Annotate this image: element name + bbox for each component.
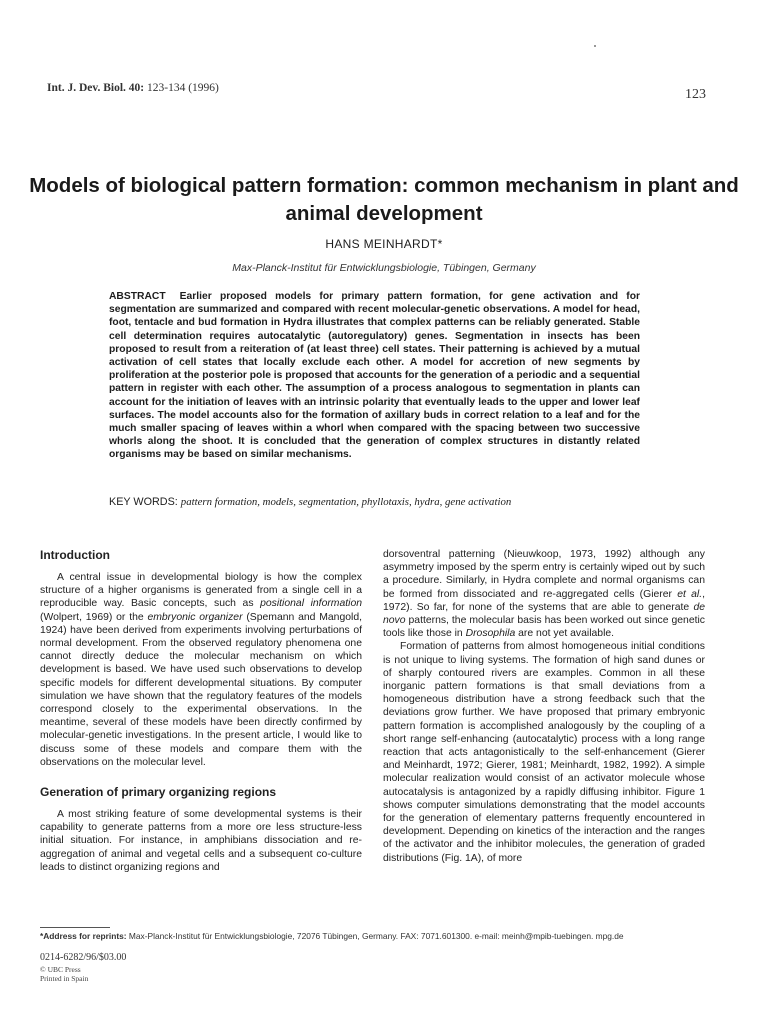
pattern-formation-paragraph: Formation of patterns from almost homogeneous initial conditions is not unique to living systems. The formation of high sand dunes or of sharply contoured rivers are examples. Common in all these inorganic pattern formations is that small deviations from a homogeneous distribution have a strong feedback such that the deviations grow further. We have proposed that primary embryonic pattern formation is accomplished analogously by the coupling of a short range self-enhancing (autocatalytic) process with a long range reaction that acts antagonistically to the self-enhancement (Gierer and Meinhardt, 1972; Gierer, 1981; Meinhardt, 1982, 1992). A simple molecular realization would consist of an activator molecule whose autocatalysis is antagonized by a rapidly diffusing inhibitor. Figure 1 shows computer simulations demonstrating that the model accounts for the generation of elementary patterns frequently encountered in development. Depending on kinetics of the interaction and the ranges of the activator and the inhibitor molecules, the generation of graded distributions (Fig. 1A), of more <box>383 641 705 864</box>
paper-title: Models of biological pattern formation: common mechanism in plant and animal development <box>29 174 739 225</box>
abstract-text: Earlier proposed models for primary pattern formation, for gene activation and for segmentation are summarized and compared with recent molecular-genetic observations. A model for head, foot, tentacle and bud formation in Hydra illustrates that complex patterns can be reliably generated. Stable cell determination requires autocatalytic (autoregulatory) genes. Segmentation in insects has been proposed to result from a reiteration of (at least three) cell states. Their patterning is achieved by a mutual activation of cell states that locally exclude each other. A model for accretion of new segments by proliferation at the posterior pole is proposed that accounts for the generation of a periodic and a sequential pattern in register with each other. The assumption of a process analogous to segmentation in plants can account for the initiation of leaves with an intrinsic polarity that eventually leads to the upper and lower leaf surfaces. The model accounts also for the formation of axillary buds in correct relation to a leaf and for the much smaller spacing of leaves within a whorl when compared with the spacing between two successive whorls along the shoot. It is concluded that the generation of complex structures in distantly related organisms may be based on similar mechanisms. <box>109 291 640 461</box>
continued-paragraph: dorsoventral patterning (Nieuwkoop, 1973, 1992) although any asymmetry imposed by the sperm entry is certainly wiped out by such a procedure. Similarly, in Hydra complete and normal organisms can be formed from dissociated and re-aggregated cells (Gierer et al., 1972). So far, for none of the systems that are able to generate de novo patterns, the molecular basis has been worked out since genetic tools like those in Drosophila are not yet available. <box>383 549 705 640</box>
section-heading-organizing-regions: Generation of primary organizing regions <box>40 785 277 800</box>
organizing-regions-paragraph: A most striking feature of some developmental systems is their capability to generate patterns from a more ore less structure-less initial situation. For instance, in amphibians dissociation and re-aggregation of animal and vegetal cells and a subsequent co-culture leads to distinct organizing regions and <box>40 809 362 873</box>
footnote-text: Max-Planck-Institut für Entwicklungsbiologie, 72076 Tübingen, Germany. FAX: 7071.601300. e-mail: meinh@mpib-tuebingen. mpg.de <box>128 931 624 941</box>
keywords <box>109 496 669 508</box>
publisher-name: © UBC Press <box>40 965 81 974</box>
author-name: HANS MEINHARDT* <box>325 237 443 251</box>
author-affiliation: Max-Planck-Institut für Entwicklungsbiologie, Tübingen, Germany <box>232 262 536 274</box>
left-column <box>40 548 362 874</box>
printed-location: Printed in Spain <box>40 974 89 983</box>
abstract <box>109 290 640 462</box>
journal-volume: 40: <box>128 82 145 94</box>
article-code: 0214-6282/96/$03.00 <box>40 952 127 963</box>
keywords-list: pattern formation, models, segmentation, phyllotaxis, hydra, gene activation <box>180 496 512 508</box>
journal-reference <box>47 82 219 94</box>
footnote-label: *Address for reprints: <box>40 931 127 941</box>
journal-pages-year: 123-134 (1996) <box>147 82 219 94</box>
page-number: 123 <box>685 87 706 102</box>
right-column <box>383 548 705 865</box>
section-heading-introduction: Introduction <box>40 548 110 562</box>
publisher-info <box>40 965 88 983</box>
journal-name: Int. J. Dev. Biol. <box>47 82 126 94</box>
keywords-label: KEY WORDS: <box>109 496 178 508</box>
scan-speck <box>594 45 596 47</box>
reprint-footnote <box>40 931 720 941</box>
abstract-label: ABSTRACT <box>109 291 166 302</box>
footnote-divider <box>40 927 110 928</box>
introduction-paragraph: A central issue in developmental biology is how the complex structure of a higher organisms is generated from a single cell in a reproducible way. Basic concepts, such as positional information (Wolpert, 1969) or the embryonic organizer (Spemann and Mangold, 1924) have been derived from experiments involving perturbations of normal development. From the observed regulatory phenomena one cannot directly deduce the molecular mechanism on which development is based. We have used such observations to develop specific models for different developmental situations. By computer simulation we have shown that the regulatory features of the models correspond closely to the experimental observations. In the meantime, several of these models have been directly confirmed by molecular-genetic investigations. In the present article, I would like to discuss some of these models and compare them with the observations on the molecular level. <box>40 572 362 768</box>
